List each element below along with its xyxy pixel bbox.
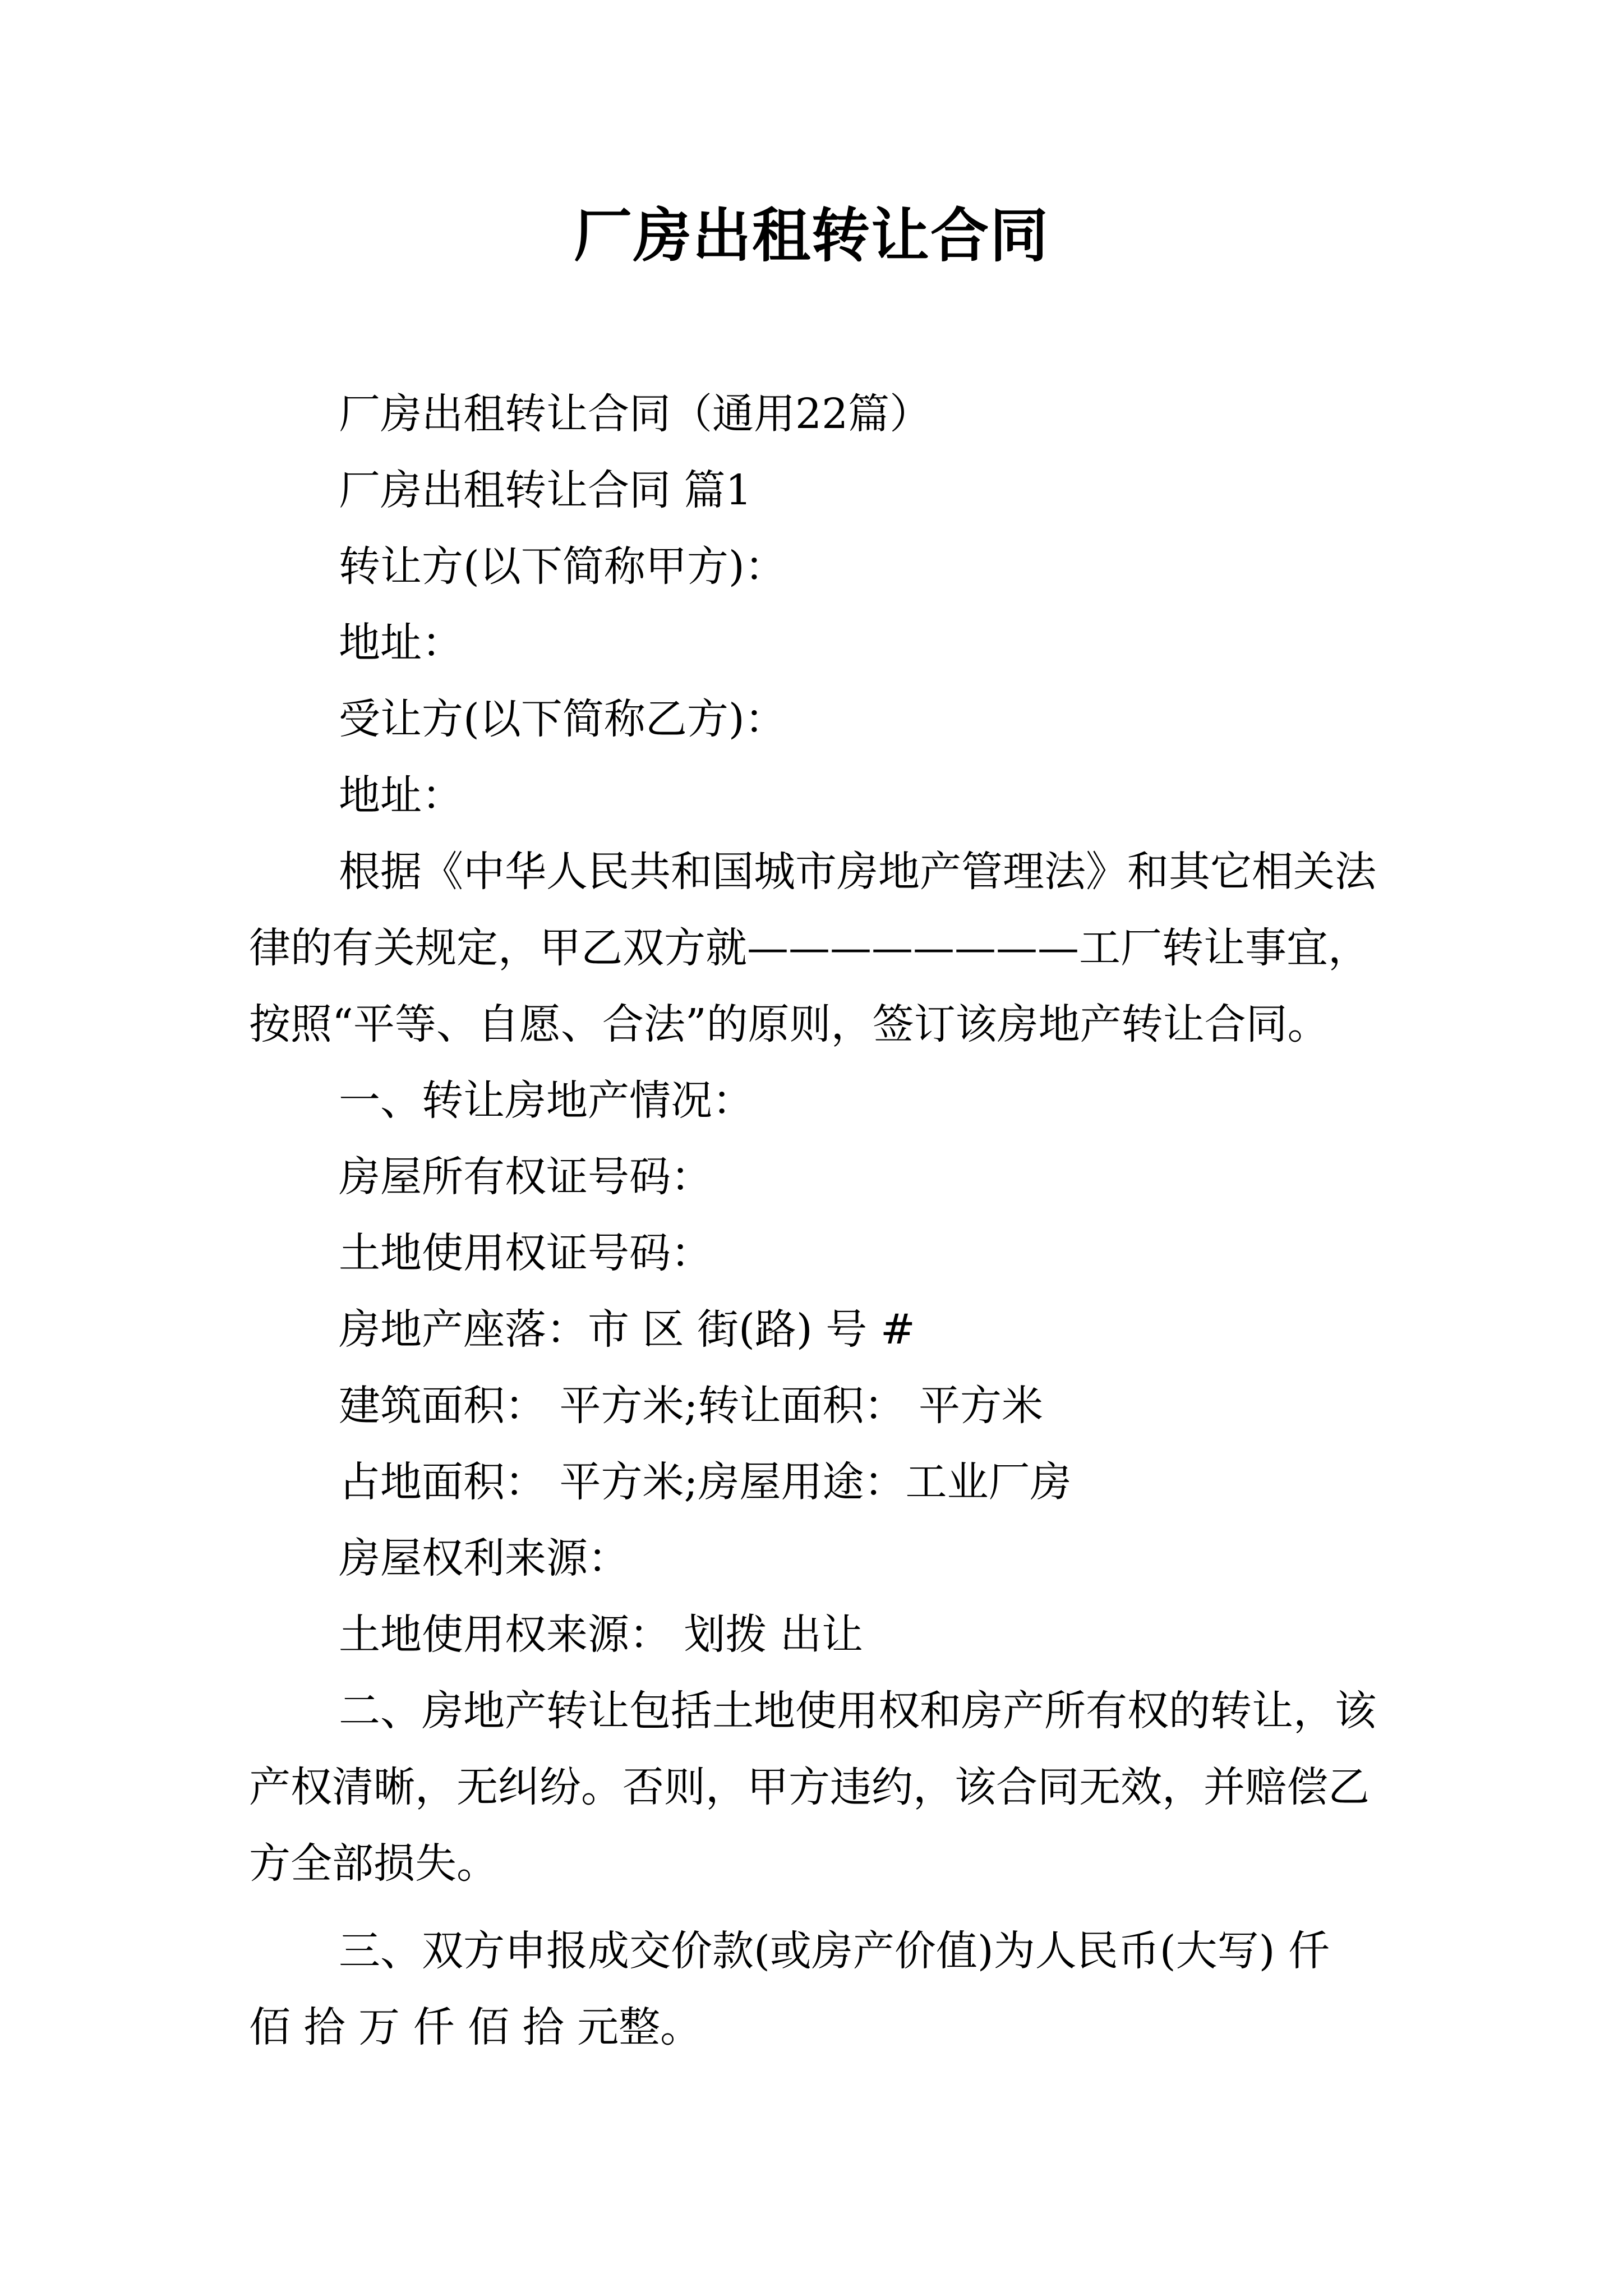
land-use-source-line: 土地使用权来源： 划拨 出让 bbox=[339, 1611, 864, 1659]
clause-3-paragraph: 三、双方申报成交价款(或房产价值)为人民币(大写) 仟 佰 拾 万 仟 佰 拾 元整。 bbox=[249, 1927, 1330, 2051]
ownership-source-line: 房屋权利来源： bbox=[339, 1534, 629, 1582]
contract-section-heading: 厂房出租转让合同 篇1 bbox=[339, 466, 752, 514]
transferee-address-line: 地址： bbox=[339, 771, 463, 820]
land-area-line: 占地面积： 平方米;房屋用途：工业厂房 bbox=[339, 1458, 1072, 1506]
transferor-address-line: 地址： bbox=[339, 619, 463, 667]
document-title: 厂房出租转让合同 bbox=[573, 201, 1049, 270]
transferee-line: 受让方(以下简称乙方)： bbox=[339, 695, 786, 743]
building-area-line: 建筑面积： 平方米;转让面积： 平方米 bbox=[339, 1382, 1043, 1430]
clause-1-heading: 一、转让房地产情况： bbox=[339, 1076, 754, 1125]
clause-2-paragraph: 二、房地产转让包括土地使用权和房产所有权的转让，该产权清晰，无纠纷。否则，甲方违约，该合同无效，并赔偿乙方全部损失。 bbox=[249, 1687, 1376, 1888]
land-use-cert-line: 土地使用权证号码： bbox=[339, 1229, 712, 1277]
transferor-line: 转让方(以下简称甲方)： bbox=[339, 542, 786, 591]
property-location-line: 房地产座落：市 区 街(路) 号 # bbox=[339, 1305, 915, 1354]
contract-collection-heading: 厂房出租转让合同（通用22篇） bbox=[339, 390, 932, 438]
preamble-paragraph: 根据《中华人民共和国城市房地产管理法》和其它相关法律的有关规定，甲乙双方就————————工厂转让事宜，按照“平等、自愿、合法”的原则，签订该房地产转让合同。 bbox=[249, 848, 1376, 1048]
document-body bbox=[249, 376, 1382, 2065]
house-ownership-cert-line: 房屋所有权证号码： bbox=[339, 1153, 712, 1201]
